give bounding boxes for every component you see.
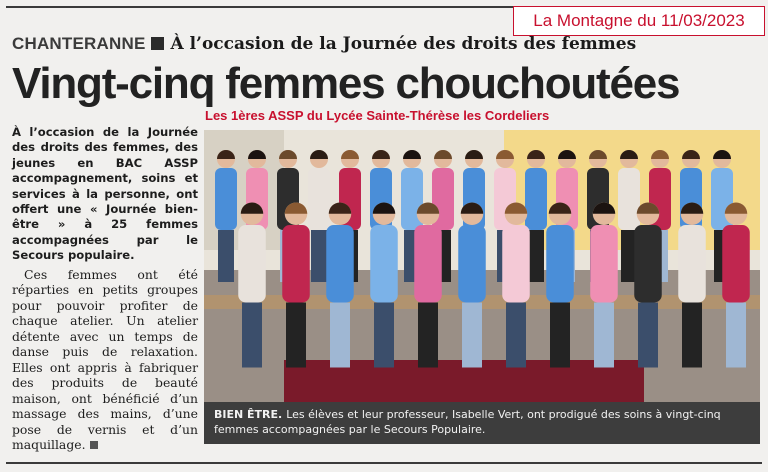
person-legs: [218, 230, 234, 282]
person-figure: [308, 168, 330, 230]
article-column: [12, 125, 198, 453]
bottom-rule: [6, 462, 762, 464]
person-legs: [311, 230, 327, 282]
kicker: [12, 34, 636, 54]
person-figure: [215, 168, 237, 230]
person-legs: [682, 303, 702, 368]
person-figure: [502, 225, 530, 303]
end-of-article-icon: [90, 441, 98, 449]
person-legs: [594, 303, 614, 368]
article-body: [12, 267, 198, 453]
background-ghost-text: [600, 60, 760, 96]
article-lead: À l’occasion de la Journée des droits des femmes, des jeunes en BAC ASSP accompagnement, soins et services à la personne, ont offert une « Journée bien-être » à 25 femmes accompagnées par le Secours populaire.: [12, 125, 198, 263]
person-legs: [550, 303, 570, 368]
person-figure: [282, 225, 310, 303]
person-legs: [638, 303, 658, 368]
photo-caption: [204, 402, 760, 444]
person-legs: [506, 303, 526, 368]
headline: Vingt-cinq femmes chouchoutées: [12, 59, 680, 108]
group-photo: [204, 130, 760, 402]
person-figure: [618, 168, 640, 230]
person-figure: [678, 225, 706, 303]
person-figure: [546, 225, 574, 303]
source-label: La Montagne du 11/03/2023: [513, 6, 765, 36]
kicker-title: À l’occasion de la Journée des droits des femmes: [170, 34, 637, 54]
person-figure: [634, 225, 662, 303]
person-legs: [330, 303, 350, 368]
person-legs: [374, 303, 394, 368]
person-legs: [242, 303, 262, 368]
person-legs: [528, 230, 544, 282]
article-body-text: Ces femmes ont été réparties en petits groupes pour pouvoir profiter de chaque atelier. Un atelier détente avec un temps de danse puis de relaxation. Elles ont appris à fabriquer des produits de beauté maison, ont bénéficié d’un massage des mains, d’une pose de vernis et d’un maquillage.: [12, 266, 198, 453]
person-figure: [722, 225, 750, 303]
person-legs: [462, 303, 482, 368]
person-legs: [286, 303, 306, 368]
person-figure: [238, 225, 266, 303]
person-figure: [590, 225, 618, 303]
person-figure: [458, 225, 486, 303]
photo-credit-line: Les 1ères ASSP du Lycée Sainte-Thérèse les Cordeliers: [205, 108, 550, 123]
group-photo-illustration: [204, 130, 760, 402]
photo-caption-text: Les élèves et leur professeur, Isabelle Vert, ont prodigué des soins à vingt-cinq femmes accompagnées par le Secours Populaire.: [214, 408, 721, 436]
person-figure: [525, 168, 547, 230]
photo-caption-label: BIEN ÊTRE.: [214, 408, 283, 421]
person-legs: [726, 303, 746, 368]
person-figure: [370, 225, 398, 303]
person-figure: [326, 225, 354, 303]
person-legs: [418, 303, 438, 368]
section-name: CHANTERANNE: [12, 34, 146, 53]
square-bullet-icon: [151, 37, 164, 50]
person-figure: [414, 225, 442, 303]
